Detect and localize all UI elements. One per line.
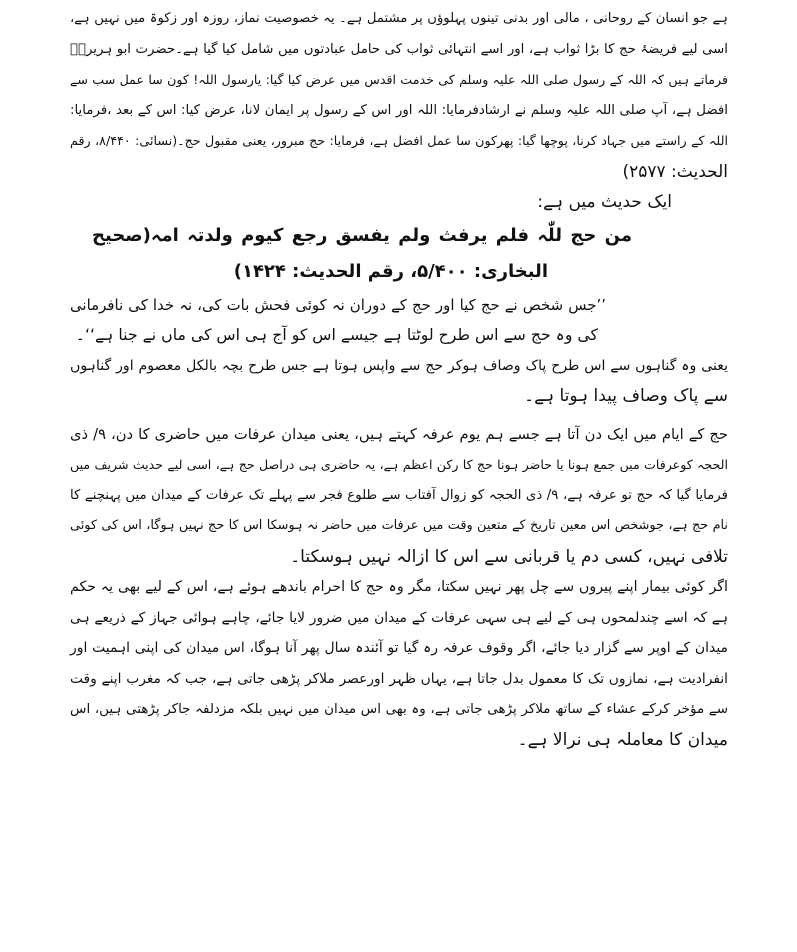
text-line: فرماتے ہیں کہ اللہ کے رسول صلی اللہ علیہ وسلم کی خدمت اقدس میں عرض کیا گیا: یارسول اللہ! کون سا عمل سب سے — [70, 72, 728, 87]
text-line: اللہ کے راستے میں جہاد کرنا، پوچھا گیا: پھرکون سا عمل افضل ہے، فرمایا: حج مبرور، یعنی مقبول حج۔(نسائی: ۸/۴۴۰، رقم — [70, 133, 728, 148]
text-line: فرمایا گیا کہ حج تو عرفہ ہے، ۹/ ذی الحجہ کو زوال آفتاب سے طلوع فجر سے پہلے تک عرفات کے میدان میں پہنچنے کا — [70, 487, 728, 503]
text-line: میدان کے اوپر سے گزار دیا جائے، اگر وقوف عرفہ رہ گیا تو آئندہ سال پھر آنا ہوگا، اس میدان کی اپنی اہمیت اور — [70, 640, 728, 656]
hadith-translation — [70, 290, 728, 351]
document-page — [70, 4, 728, 755]
text-line: سے مؤخر کرکے عشاء کے ساتھ ملاکر پڑھی جاتی ہے، وہ بھی اس میدان میں نہیں بلکہ مزدلفہ جاکر پڑھتی ہیں، اس — [70, 701, 728, 717]
arabic-line: من حج للّٰہ فلم یرفث ولم یفسق رجع کیوم ولدتہ امہ(صحیح — [92, 224, 632, 246]
text-line: سے پاک وصاف پیدا ہوتا ہے۔ — [524, 386, 728, 406]
text-line: ’’جس شخص نے حج کیا اور حج کے دوران نہ کوئی فحش بات کی، نہ خدا کی نافرمانی — [70, 295, 606, 314]
text-line: ایک حدیث میں ہے: — [537, 192, 672, 212]
text-line: نام حج ہے، جوشخص اس معین تاریخ کے متعین وقت میں عرفات میں حاضر نہ ہوسکا اس کا حج نہیں ہوگا، اس کی کوئی — [70, 518, 728, 533]
text-line: یعنی وہ گناہوں سے اس طرح پاک وصاف ہوکر حج سے واپس ہوتا ہے جس طرح بچہ بالکل معصوم اور گناہوں — [70, 357, 728, 374]
text-line: الحدیث: ۲۵۷۷) — [622, 161, 728, 182]
text-line: کی وہ حج سے اس طرح لوٹتا ہے جیسے اس کو آج ہی اس کی ماں نے جنا ہے‘‘۔ — [75, 325, 598, 344]
text-line: میدان کا معاملہ ہی نرالا ہے۔ — [517, 729, 728, 750]
arabic-line: البخاری: ۵/۴۰۰، رقم الحدیث: ۱۴۲۴) — [233, 260, 548, 282]
arabic-hadith-quote — [70, 218, 728, 290]
text-line: اسی لیے فریضۂ حج کا بڑا ثواب ہے، اور اسے انتہائی ثواب کی حامل عبادتوں میں شامل کیا گیا ہے۔حضرت ابو ہریرہؓ — [70, 41, 728, 57]
paragraph-explanation — [70, 351, 728, 412]
text-line: تلافی نہیں، کسی دم یا قربانی سے اس کا ازالہ نہیں ہوسکتا۔ — [290, 546, 728, 567]
hadith-intro — [70, 187, 728, 218]
paragraph-hajj-virtue — [70, 4, 728, 187]
paragraph-arafah — [70, 420, 728, 573]
text-line: افضل ہے، آپ صلی اللہ علیہ وسلم نے ارشادفرمایا: اللہ اور اس کے رسول پر ایمان لانا، عرض کیا: اس کے بعد ،فرمایا: — [70, 102, 728, 118]
text-line: حج کے ایام میں ایک دن آتا ہے جسے ہم یوم عرفہ کہتے ہیں، یعنی میدان عرفات میں حاضری کا دن، ۹/ ذی — [70, 425, 728, 443]
text-line: انفرادیت ہے، نمازوں تک کا معمول بدل جاتا ہے، یہاں ظہر اورعصر ملاکر پڑھی جاتی ہے، جب کہ مغرب اپنے وقت — [70, 670, 728, 687]
paragraph-sick-pilgrim — [70, 572, 728, 755]
text-line: ہے کہ اسے چندلمحوں ہی کے لیے ہی سہی عرفات کے میدان میں ضرور لایا جائے، چاہے ہوائی جہاز کے ذریعے ہی — [70, 609, 728, 626]
text-line: ہے جو انسان کے روحانی ، مالی اور بدنی تینوں پہلوؤں پر مشتمل ہے۔ یہ خصوصیت نماز، روزہ اور زکوۃ میں نہیں ہے، — [70, 11, 728, 26]
text-line: الحجہ کوعرفات میں جمع ہونا یا حاضر ہونا حج کا رکن اعظم ہے، یہ حاضری ہی دراصل حج ہے، اسی لیے حدیث شریف میں — [70, 457, 728, 472]
text-line: اگر کوئی بیمار اپنے پیروں سے چل پھر نہیں سکتا، مگر وہ حج کا احرام باندھے ہوئے ہے، اس کے لیے بھی یہ حکم — [70, 579, 728, 595]
